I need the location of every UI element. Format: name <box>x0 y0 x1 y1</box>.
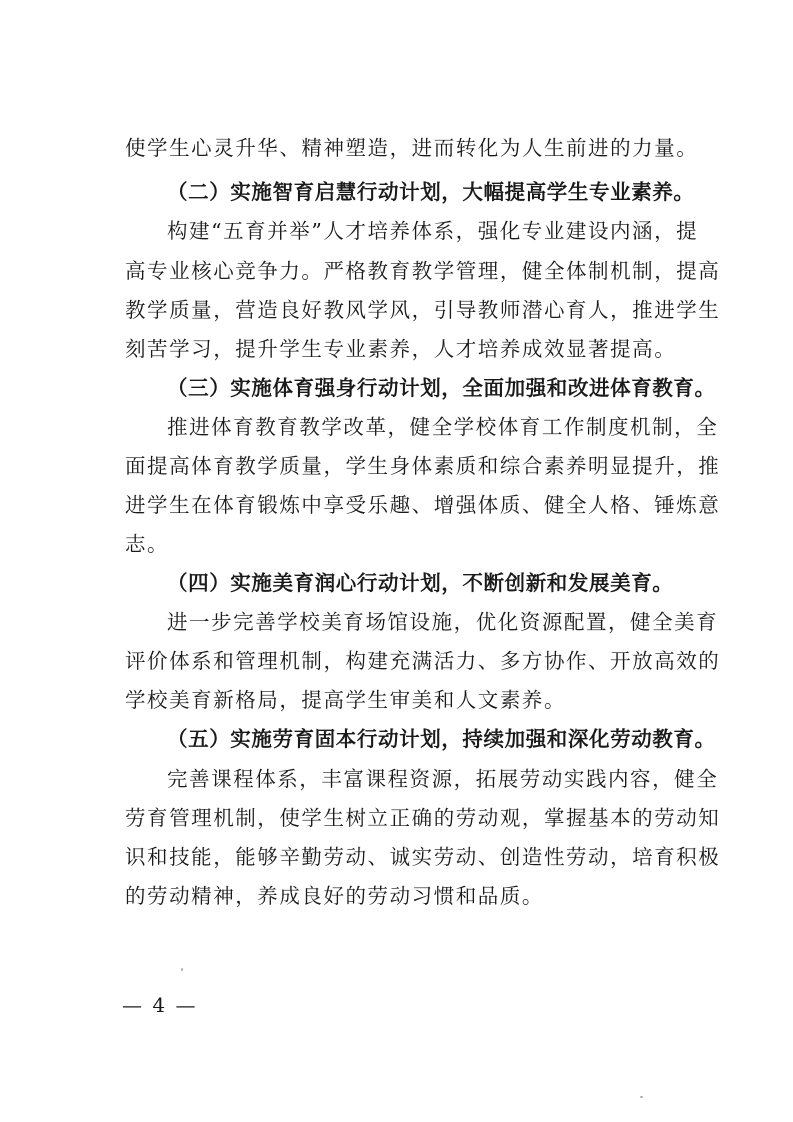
body-text-line: 高专业核心竞争力。严格教育教学管理，健全体制机制，提高 <box>125 259 721 283</box>
body-text-line: 识和技能，能够辛勤劳动、诚实劳动、创造性劳动，培育积极 <box>125 845 721 869</box>
body-text-line: 志。 <box>125 532 170 556</box>
body-text-line: 刻苦学习，提升学生专业素养，人才培养成效显著提高。 <box>125 337 677 361</box>
body-text-line: 面提高体育教学质量，学生身体素质和综合素养明显提升，推 <box>125 454 721 478</box>
body-text-line: 完善课程体系，丰富课程资源，拓展劳动实践内容，健全 <box>167 767 719 791</box>
body-text-line: 学校美育新格局，提高学生审美和人文素养。 <box>125 688 566 712</box>
body-text-line: 劳育管理机制，使学生树立正确的劳动观，掌握基本的劳动知 <box>125 806 721 830</box>
body-text-line: 的劳动精神，养成良好的劳动习惯和品质。 <box>125 884 544 908</box>
body-text-line: 构建“五育并举”人才培养体系，强化专业建设内涵，提 <box>167 219 699 243</box>
section-heading-5: （五）实施劳育固本行动计划，持续加强和深化劳动教育。 <box>167 727 716 751</box>
body-text-line: 推进体育教育教学改革，健全学校体育工作制度机制，全 <box>167 415 719 439</box>
body-text-line: 教学质量，营造良好教风学风，引导教师潜心育人，推进学生 <box>125 298 721 322</box>
section-heading-2: （二）实施智育启慧行动计划，大幅提高学生专业素养。 <box>167 180 695 204</box>
body-text-line: 评价体系和管理机制，构建充满活力、多方协作、开放高效的 <box>125 649 721 673</box>
body-text-line: 使学生心灵升华、精神塑造，进而转化为人生前进的力量。 <box>125 136 699 160</box>
scan-speck <box>640 1096 643 1098</box>
body-text-line: 进一步完善学校美育场馆设施，优化资源配置，健全美育 <box>167 610 719 634</box>
body-text-line: 进学生在体育锻炼中享受乐趣、增强体质、健全人格、锤炼意 <box>125 493 721 517</box>
section-heading-4: （四）实施美育润心行动计划，不断创新和发展美育。 <box>167 571 674 595</box>
scan-speck <box>181 968 183 971</box>
page-number: — 4 — <box>122 993 198 1017</box>
section-heading-3: （三）实施体育强身行动计划，全面加强和改进体育教育。 <box>167 376 716 400</box>
